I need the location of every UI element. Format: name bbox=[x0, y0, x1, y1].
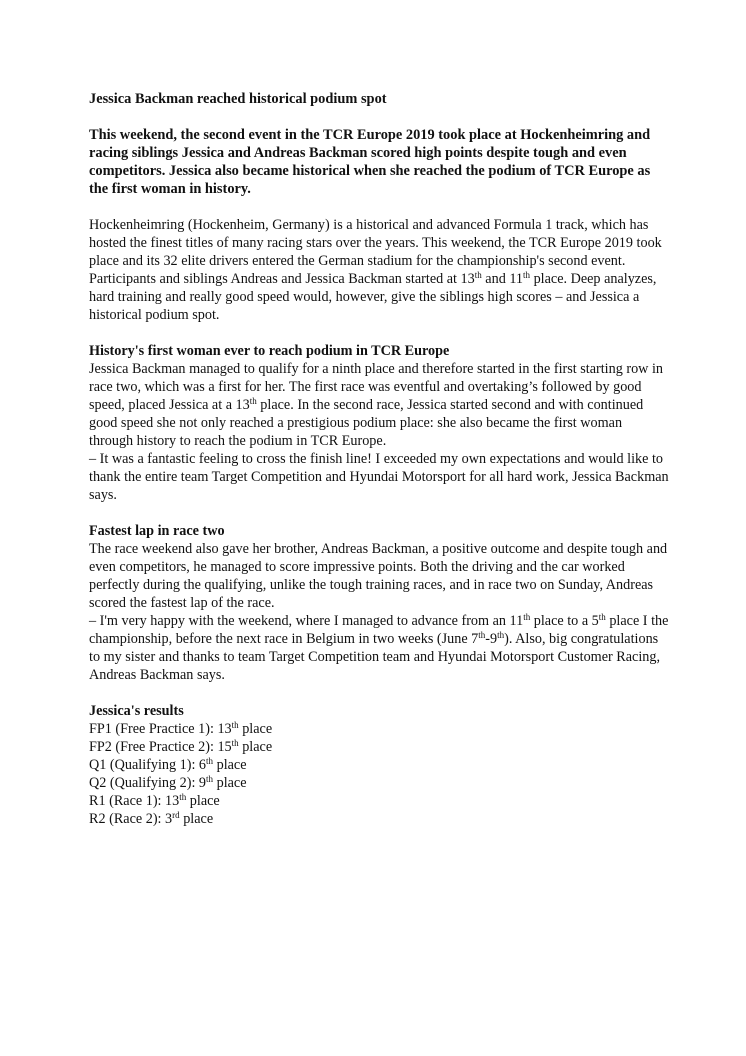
section2-quote-sup-2: th bbox=[598, 612, 606, 622]
result-row bbox=[89, 720, 669, 738]
section2-quote-sup-3: th bbox=[478, 630, 486, 640]
intro-text-2: and 11 bbox=[481, 271, 523, 287]
lead-paragraph: This weekend, the second event in the TCR Europe 2019 took place at Hockenheimring and racing siblings Jessica and Andreas Backman scored high points despite tough and even competitors. Jessica also became historical when she reached the podium of TCR Europe as the first woman in history. bbox=[89, 127, 651, 197]
result-suffix: place bbox=[213, 775, 247, 791]
result-sup: th bbox=[231, 738, 239, 748]
result-label: FP1 (Free Practice 1): 13 bbox=[89, 721, 232, 737]
result-label: R1 (Race 1): 13 bbox=[89, 793, 180, 809]
section2-quote-d: -9 bbox=[485, 631, 498, 647]
section2-quote-a: – I'm very happy with the weekend, where I managed to advance from an 11 bbox=[89, 613, 524, 629]
section2-heading: Fastest lap in race two bbox=[89, 523, 225, 539]
section2-paragraph: The race weekend also gave her brother, Andreas Backman, a positive outcome and despite tough and even competitors, he managed to score impressive points. Both the driving and the car worked perfectly during the qualifying, unlike the tough training races, and in race two on Sunday, Andreas scored the fastest lap of the race. bbox=[89, 541, 668, 611]
section2-quote-c: place I the championship, before the next race in Belgium in two weeks (June 7 bbox=[89, 613, 669, 647]
section2-quote-sup-4: th bbox=[497, 630, 505, 640]
result-suffix: place bbox=[238, 721, 273, 737]
result-sup: th bbox=[206, 756, 214, 766]
result-label: FP2 (Free Practice 2): 15 bbox=[89, 739, 232, 755]
result-suffix: place bbox=[186, 793, 220, 809]
result-suffix: place bbox=[179, 811, 214, 827]
section2-quote bbox=[89, 612, 669, 684]
result-sup: th bbox=[231, 720, 239, 730]
document-page bbox=[89, 90, 669, 828]
intro-paragraph bbox=[89, 216, 669, 324]
result-suffix: place bbox=[213, 757, 247, 773]
intro-sup-1: th bbox=[474, 270, 482, 280]
result-row bbox=[89, 792, 669, 810]
result-suffix: place bbox=[238, 739, 273, 755]
result-sup: th bbox=[179, 792, 187, 802]
section-fastest-lap bbox=[89, 522, 669, 684]
result-row bbox=[89, 738, 669, 756]
results-heading: Jessica's results bbox=[89, 703, 184, 719]
section2-quote-b: place to a 5 bbox=[530, 613, 599, 629]
section2-quote-sup-1: th bbox=[523, 612, 531, 622]
section1-quote: – It was a fantastic feeling to cross the finish line! I exceeded my own expectations and would like to thank the entire team Target Competition and Hyundai Motorsport for all hard work, Jessica Backman says. bbox=[89, 451, 669, 503]
section1-text-2: place. In the second race, Jessica started second and with continued good speed she not only reached a prestigious podium place: she also became the first woman through history to reach the podium in TCR Europe. bbox=[89, 397, 644, 449]
section1-text-1: Jessica Backman managed to qualify for a ninth place and therefore started in the first starting row in race two, which was a first for her. The first race was eventful and overtaking’s followed by good speed, placed Jessica at a 13 bbox=[89, 361, 664, 413]
results-section bbox=[89, 702, 669, 828]
result-sup: rd bbox=[172, 810, 180, 820]
result-sup: th bbox=[206, 774, 214, 784]
section2-quote-e: ). Also, big congratulations to my sister and thanks to team Target Competition team and Hyundai Motorsport Customer Racing, Andreas Backman says. bbox=[89, 631, 661, 683]
intro-text-3: place. Deep analyzes, hard training and really good speed would, however, give the siblings high scores – and Jessica a historical podium spot. bbox=[89, 271, 657, 323]
result-row bbox=[89, 774, 669, 792]
section1-heading: History's first woman ever to reach podium in TCR Europe bbox=[89, 343, 450, 359]
result-label: Q1 (Qualifying 1): 6 bbox=[89, 757, 207, 773]
intro-sup-2: th bbox=[523, 270, 531, 280]
section-first-woman bbox=[89, 342, 669, 504]
intro-text-1: Hockenheimring (Hockenheim, Germany) is a historical and advanced Formula 1 track, which has hosted the finest titles of many racing stars over the years. This weekend, the TCR Europe 2019 took place and its 32 elite drivers entered the German stadium for the championship's second event. Participants and siblings Andreas and Jessica Backman started at 13 bbox=[89, 217, 662, 287]
result-row bbox=[89, 756, 669, 774]
section1-paragraph bbox=[89, 360, 669, 450]
result-label: R2 (Race 2): 3 bbox=[89, 811, 173, 827]
result-row bbox=[89, 810, 669, 828]
result-label: Q2 (Qualifying 2): 9 bbox=[89, 775, 207, 791]
section1-sup-1: th bbox=[249, 396, 257, 406]
article-title: Jessica Backman reached historical podium spot bbox=[89, 91, 387, 107]
